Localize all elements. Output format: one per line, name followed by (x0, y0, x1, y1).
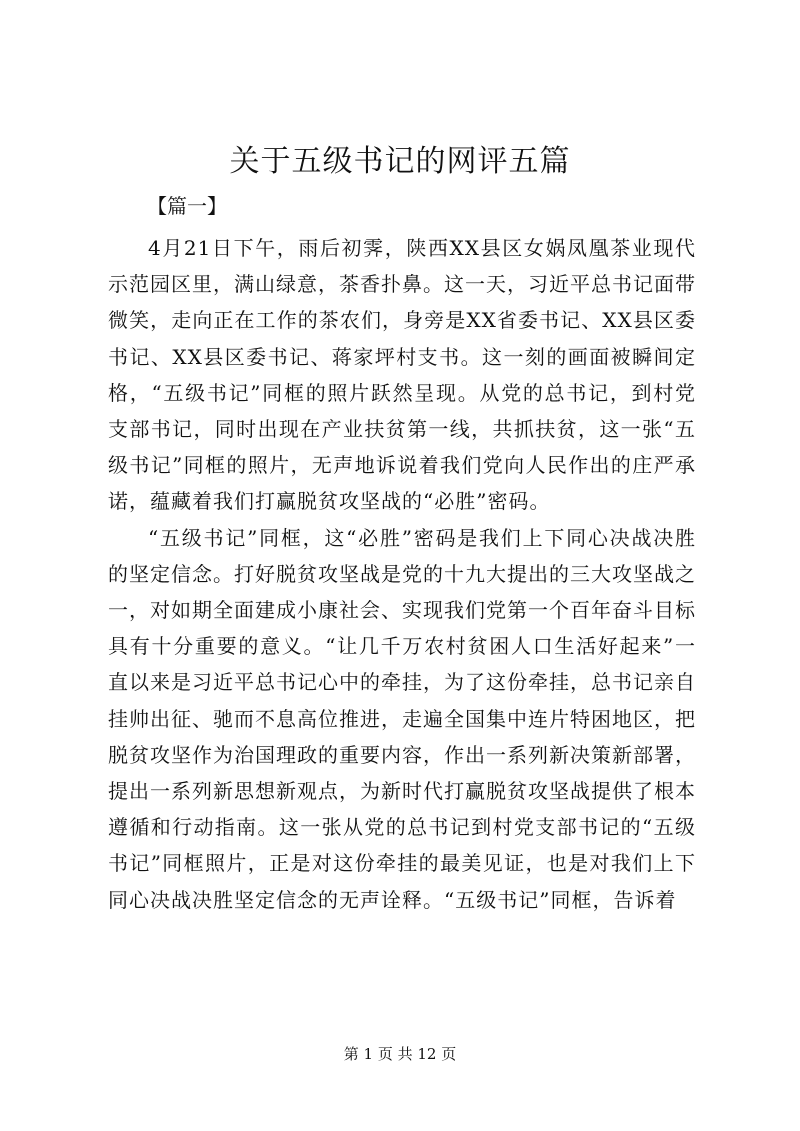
page-footer: 第 1 页 共 12 页 (343, 1045, 457, 1063)
document-title: 关于五级书记的网评五篇 (229, 144, 571, 179)
document-body (108, 230, 696, 918)
paragraph-2: “五级书记”同框，这“必胜”密码是我们上下同心决战决胜的坚定信念。打好脱贫攻坚战是党的十九大提出的三大攻坚战之一，对如期全面建成小康社会、实现我们党第一个百年奋斗目标具有十分重要的意义。“让几千万农村贫困人口生活好起来”一直以来是习近平总书记心中的牵挂，为了这份牵挂，总书记亲自挂帅出征、驰而不息高位推进，走遍全国集中连片特困地区，把脱贫攻坚作为治国理政的重要内容，作出一系列新决策新部署，提出一系列新思想新观点，为新时代打赢脱贫攻坚战提供了根本遵循和行动指南。这一张从党的总书记到村党支部书记的“五级书记”同框照片，正是对这份牵挂的最美见证，也是对我们上下同心决战决胜坚定信念的无声诠释。“五级书记”同框，告诉着 (108, 525, 696, 912)
paragraph-1: 4月21日下午，雨后初霁，陕西XX县区女娲凤凰茶业现代示范园区里，满山绿意，茶香扑鼻。这一天，习近平总书记面带微笑，走向正在工作的茶农们，身旁是XX省委书记、XX县区委书记、XX县区委书记、蒋家坪村支书。这一刻的画面被瞬间定格，“五级书记”同框的照片跃然呈现。从党的总书记，到村党支部书记，同时出现在产业扶贫第一线，共抓扶贫，这一张“五级书记”同框的照片，无声地诉说着我们党向人民作出的庄严承诺，蕴藏着我们打赢脱贫攻坚战的“必胜”密码。 (108, 236, 696, 514)
section-label: 【篇一】 (147, 194, 227, 218)
